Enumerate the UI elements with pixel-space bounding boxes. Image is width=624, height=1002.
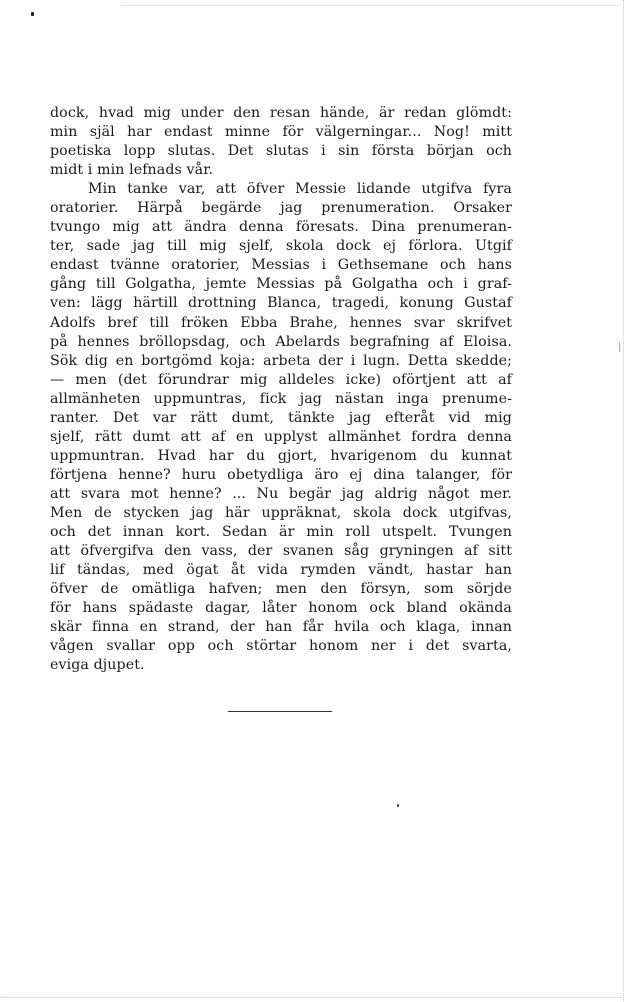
text-line: för hans spädaste dagar, låter honom ock bland okända: [50, 600, 512, 617]
text-line: dock, hvad mig under den resan hände, är redan glömdt:: [50, 105, 512, 121]
text-line: allmänheten uppmuntras, fick jag nästan inga prenume-: [50, 390, 512, 407]
text-line: vågen svallar opp och störtar honom ner i det svarta,: [50, 638, 512, 655]
text-line: tvungo mig att ändra denna föresats. Dina prenumeran-: [50, 219, 512, 236]
text-line: Min tanke var, att öfver Messie lidande utgifva fyra: [88, 181, 512, 198]
text-line: och det innan kort. Sedan är min roll utspelt. Tvungen: [50, 524, 512, 541]
text-line: ranter. Det var rätt dumt, tänkte jag efteråt vid mig: [50, 409, 512, 426]
text-line: uppmuntran. Hvad har du gjort, hvarigenom du kunnat: [50, 447, 512, 464]
text-line: min själ har endast minne för välgerningar... Nog! mitt: [50, 124, 512, 141]
margin-mark: [619, 342, 620, 352]
text-line: gång till Golgatha, jemte Messias på Golgatha och i graf-: [50, 276, 512, 293]
text-line: på hennes bröllopsdag, och Abelards begrafning af Eloisa.: [50, 333, 512, 350]
text-line: Sök dig en bortgömd koja: arbeta der i lugn. Detta skedde;: [50, 352, 512, 369]
section-end-rule: [228, 711, 332, 712]
scan-speck: [397, 804, 399, 807]
text-line: förtjena henne? huru obetydliga äro ej dina talanger, för: [50, 466, 512, 483]
text-line: öfver de omätliga hafven; men den försyn, som sörjde: [50, 581, 512, 598]
bottom-edge-rule: [0, 997, 624, 998]
text-line: Men de stycken jag här uppräknat, skola dock utgifvas,: [50, 504, 512, 521]
scan-speck: [31, 12, 34, 16]
text-line: — men (det förundrar mig alldeles icke) oförtjent att af: [50, 371, 512, 388]
text-line: endast tvänne oratorier, Messias i Gethsemane och hans: [50, 257, 512, 274]
text-line: lif tändas, med ögat åt vida rymden vändt, hastar han: [50, 562, 512, 579]
text-line: ter, sade jag till mig sjelf, skola dock ej förlora. Utgif: [50, 238, 512, 255]
text-line: oratorier. Härpå begärde jag prenumeration. Orsaker: [50, 200, 512, 217]
text-line: sjelf, rätt dumt att af en upplyst allmänhet fordra denna: [50, 428, 512, 445]
top-edge-rule: [120, 5, 620, 6]
text-line: poetiska lopp slutas. Det slutas i sin första början och: [50, 143, 512, 160]
text-line: att svara mot henne? ... Nu begär jag aldrig något mer.: [50, 485, 512, 502]
body-text: [50, 104, 512, 675]
text-line: eviga djupet.: [50, 657, 145, 674]
text-line: ven: lägg härtill drottning Blanca, tragedi, konung Gustaf: [50, 295, 512, 312]
text-line: att öfvergifva den vass, der svanen såg gryningen af sitt: [50, 543, 512, 560]
text-line: skär finna en strand, der han får hvila och klaga, innan: [50, 619, 512, 636]
text-line: midt i min lefnads vår.: [50, 162, 214, 179]
text-line: Adolfs bref till fröken Ebba Brahe, hennes svar skrifvet: [50, 314, 512, 331]
